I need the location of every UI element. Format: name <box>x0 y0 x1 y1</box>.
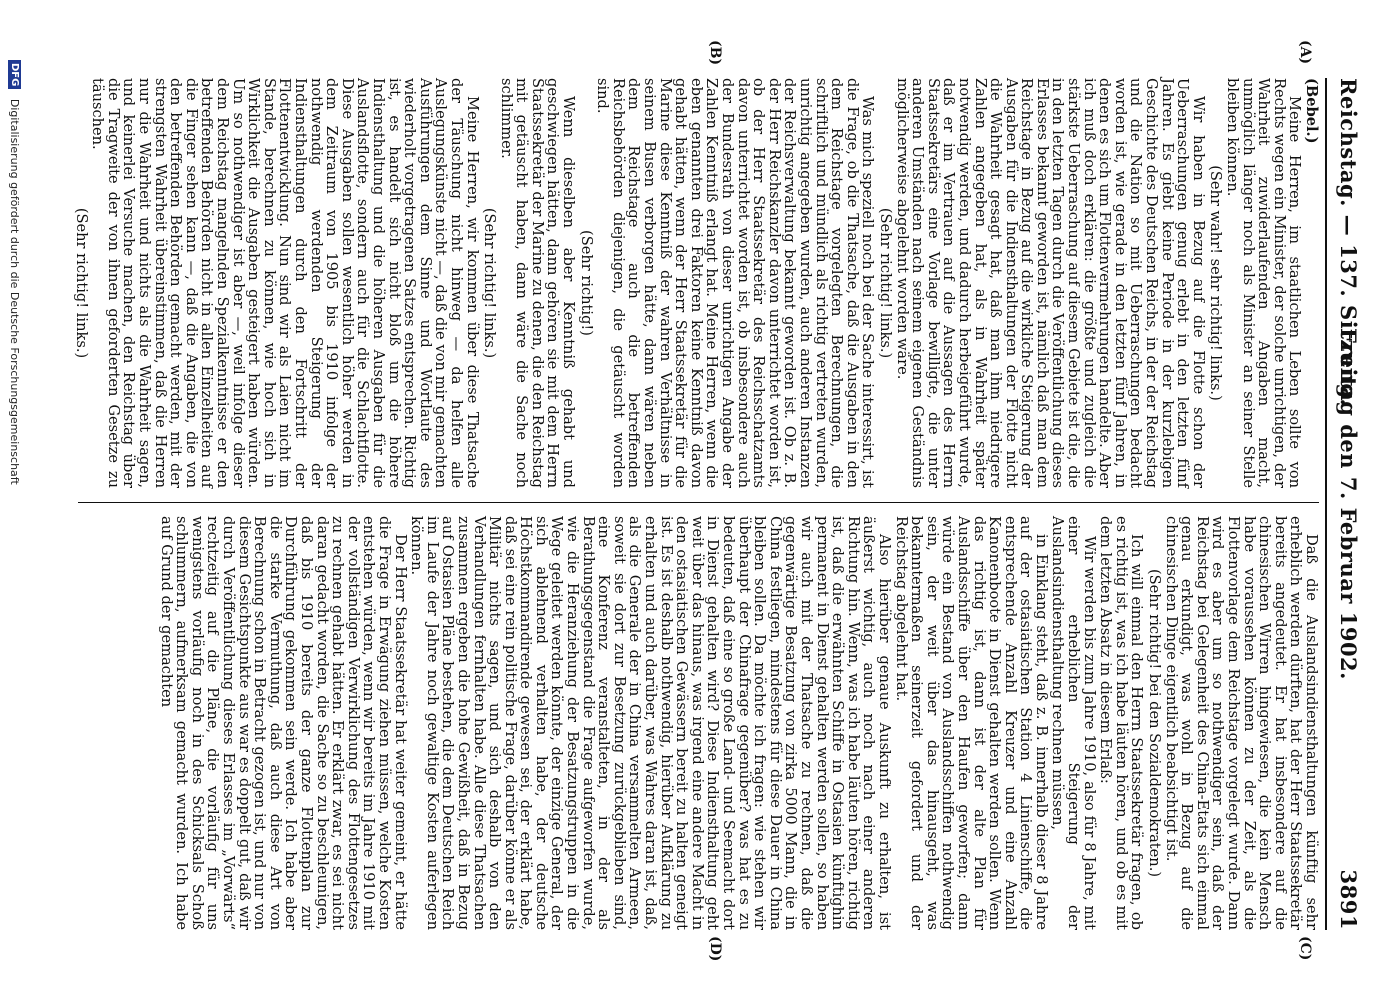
paragraph: Wir haben in Bezug auf die Flotte schon der Ueberraschungen genug erlebt in den letzten fünf Jahren. Es giebt keine Periode in der kurzlebigen Geschichte des Deutschen Reichs, in der der Reichstag und die Nation so mit Ueberraschungen bedacht worden ist, wie gerade in den letzten fünf Jahren, in denen es sich um Flottenvermehrungen handelte. Aber ich muß doch erklären: die größte und zugleich die stärkste Ueberraschung auf diesem Gebiete ist die, die in den letzten Tagen durch die Veröffentlichung dieses Erlasses bekannt geworden ist, nämlich daß man dem Reichstage in Bezug auf die wirkliche Steigerung der Ausgaben für die Indiensthaltungen der Flotte nicht die Wahrheit gesagt hat, daß man ihm niedrigere Zahlen angegeben hat, als in Wahrheit später notwendig werden, und dadurch herbeigeführt wurde, daß er im Vertrauen auf die Aussagen des Herrn Staatssekretärs eine Vorlage bewilligte, die unter anderen Umständen nach seinem eigenen Geständnis möglicherweise abgelehnt worden wäre. <box>893 78 1207 488</box>
digitization-credit <box>8 60 22 485</box>
paragraph: Der Herr Staatssekretär hat weiter gemeint, er hätte die Frage in Erwägung ziehen müssen, welche Kosten entstehen würden, wenn wir bereits im Jahre 1910 mit der vollständigen Verwirklichung des Flottengesetzes zu rechnen gehabt hätten. Er erklärt zwar, es sei nicht daran gedacht worden, die Sache so zu beschleunigen, daß bis 1910 bereits der ganze Flottenplan zur Durchführung gekommen sein werde. Ich habe aber die starke Vermuthung, daß auch diese Art von Berechnung schon in Betracht gezogen ist, und nur von diesem Gesichtspunkte aus war es doppelt gut, daß wir durch Veröffentlichung dieses Erlasses im „Vorwärts“ rechtzeitig auf die Pläne, die vorläufig für uns wenigstens vorläufig noch in des Schicksals Schoß schlummern, aufmerksam gemacht wurden. Ich habe auf Grund der gemachten <box>157 516 409 930</box>
quoted-text: Wir werden bis zum Jahre 1910, also für 8 Jahre, mit einer erheblichen Steigerung der Auslandsindiensthaltung rechnen müssen, <box>1049 516 1098 930</box>
paragraph: Daß die Auslandsindiensthaltungen künftig sehr erheblich werden dürften, hat der Herr Staatssekretär bereits angedeutet. Er hat insbesondere auf die chinesischen Wirren hingewiesen, die kein Mensch habe voraussehen können zu der Zeit, als die Flottenvorlage dem Reichstage vorgelegt wurde. Dann wird es aber um so nothwendiger sein, daß der Reichstag bei Gelegenheit des China-Etats sich einmal genau erkundigt, was wohl in Bezug auf die chinesischen Dinge eigentlich beabsichtigt ist. <box>1162 516 1320 930</box>
right-text-column <box>78 516 1319 930</box>
header-rule <box>1325 78 1327 930</box>
paragraph: Meine Herren, wir kommen über diese Thatsache der Täuschung nicht hinweg — da helfen alle Auslegungskünste nicht —, daß die von mir gemachten Ausführungen dem Sinne und Wortlaute des wiederholt vorgetragenen Satzes entsprechen. Richtig ist, es handelt sich nicht bloß um die höhere Indiensthaltung und die höheren Ausgaben für die Auslandsflotte, sondern auch für die Schlachtflotte. Diese Ausgaben sollen wesentlich höher werden in dem Zeitraum von 1905 bis 1910 infolge der nothwendig werdenden Steigerung der Indiensthaltungen durch den Fortschritt der Flottenentwicklung. Nun sind wir als Laien nicht im Stande, berechnen zu können, wie hoch sich in Wirklichkeit die Ausgaben gesteigert haben würden. Um so nothwendiger ist aber —, weil infolge dieser dem Reichstag mangelnden Spezialkenntnisse er den betreffenden Behörden nicht in allen Einzelheiten auf die Finger sehen kann —, daß die Angaben, die von den betreffenden Behörden gemacht werden, mit der strengsten Wahrheit übereinstimmen, daß die Herren nur die Wahrheit und nichts als die Wahrheit sagen, und keinerlei Versuche machen, den Reichstag über die Tragweite der von ihnen geforderten Gesetze zu täuschen. <box>89 78 481 488</box>
page-number: 3891 <box>1336 869 1361 930</box>
running-header <box>1331 78 1365 930</box>
margin-mark-a: (A) <box>1297 40 1313 65</box>
paragraph: Ich will einmal den Herrn Staatssekretär fragen, ob es richtig ist, was ich habe läuten hören, und ob es mit dem letzten Absatz in diesem Erlaß: <box>1097 516 1146 930</box>
margin-mark-b: (B) <box>707 40 723 66</box>
column-divider <box>78 502 1319 503</box>
interjection: (Sehr wahr! sehr richtig! links.) <box>1207 165 1225 401</box>
paragraph: Was mich speziell noch bei der Sache interessirt, ist die Frage, ob die Thatsache, daß die Ausgaben in den dem Reichstage vorgelegten Berechnungen, die schriftlich und mündlich als richtig vertreten wurden, unrichtig angegeben wurden, auch anderen Instanzen der Reichsverwaltung bekannt geworden ist. Ob z. B. der Herr Reichskanzler davon unterrichtet worden ist, ob der Herr Staatssekretär des Reichsschatzamts davon unterrichtet worden ist, ob insbesondere auch der Bundesrath von dieser unrichtigen Angabe der Zahlen Kenntniß erlangt hat. Meine Herren, wenn die eben genannten drei Faktoren keine Kenntniß davon gehabt hätten, wenn der Herr Staatssekretär für die Marine diese Kenntniß der wahren Verhältnisse in seinem Busen verborgen hätte, dann wären neben dem Reichstage auch die betreffenden Reichsbehörden diejenigen, die getäuscht worden sind. <box>594 78 877 488</box>
dfg-logo: DFG <box>8 60 21 89</box>
paragraph: Also hierüber genaue Auskunft zu erhalten, ist äußerst wichtig, auch noch nach einer anderen Richtung hin. Wenn, was ich habe läuten hören, richtig ist, daß die erwähnten Schiffe in Ostasien künftighin permanent in Dienst gehalten werden sollen, so haben wir auch mit der Thatsache zu rechnen, daß die gegenwärtige Besatzung von zirka 5000 Mann, die in China festliegen, mindestens für diese Dauer in China bleiben sollen. Da möchte ich fragen: wie stehen wir überhaupt der Chinafrage gegenüber? was hat es zu bedeuten, daß eine so große Land- und Seemacht dort in Dienst gehalten wird? Diese Indiensthaltung geht weit über das hinaus, was irgend eine andere Macht in den ostasiatischen Gewässern bereit zu halten geneigt ist. Es ist deshalb nothwendig, hierüber Aufklärung zu erhalten und auch darüber, was Wahres daran ist, daß, als die Generale der in China versammelten Armeen, soweit sie dort zur Besetzung zurückgeblieben sind, eine Konferenz veranstalteten, in der als Berathungsgegenstand die Frage aufgeworfen wurde, wie die Heranziehung der Besatzungstruppen in die Wege geleitet werden könnte, der einzige General, der sich ablehnend verhalten habe, der deutsche Höchstkommandirende gewesen sei, der erklärt habe, daß sei eine rein politische Frage, darüber könne er als Militär nichts sagen, und sich deshalb von den Verhandlungen fernhalten habe. Alle diese Thatsachen zusammen ergeben die hohe Gewißheit, daß in Bezug auf Ostasien Pläne bestehen, die dem Deutschen Reich im Laufe der Jahre noch gewaltige Kosten auferlegen können. <box>408 516 893 930</box>
paragraph: in Einklang steht, daß z. B. innerhalb dieser 8 Jahre auf der ostasiatischen Station 4 Linienschiffe, die entsprechende Anzahl Kreuzer und eine Anzahl Kanonenboote in Dienst gehalten werden sollen. Wenn das richtig ist, dann ist der alte Plan für Auslandsschiffe über den Haufen geworfen; dann würde ein Bestand von Auslandsschiffen nothwendig sein, der weit über das hinausgeht, was bekanntermaßen seinerzeit gefordert und der Reichstag abgelehnt hat. <box>892 516 1050 930</box>
header-date: Freitag den 7. Februar 1902. <box>1336 328 1361 680</box>
paragraph: Wenn dieselben aber Kenntniß gehabt und geschwiegen hätten, dann gehören sie mit dem Herrn Staatssekretär der Marine zu denen, die den Reichstag mit getäuscht haben, dann wäre die Sache noch schlimmer. <box>497 78 578 488</box>
paragraph: Meine Herren, im staatlichen Leben sollte von Rechts wegen ein Minister, der solche unrichtigen, der Wahrheit zuwiderlaufenden Angaben macht, unmöglich länger noch als Minister an seiner Stelle bleiben können. <box>1224 78 1304 488</box>
header-session: Reichstag. — 137. Sitzung. <box>1336 78 1361 407</box>
interjection: (Sehr richtig! links.) <box>72 207 90 359</box>
margin-mark-d: (D) <box>707 936 723 962</box>
interjection: (Sehr richtig! links.) <box>876 207 894 359</box>
margin-mark-c: (C) <box>1297 936 1313 961</box>
digitization-credit-text: Digitalisierung gefördert durch die Deutsche Forschungsgemeinschaft <box>8 98 22 485</box>
left-text-column <box>72 78 1320 488</box>
interjection: (Sehr richtig!) <box>577 230 595 336</box>
interjection: (Sehr richtig! bei den Sozialdemokraten.) <box>1146 568 1164 878</box>
speaker-name: (Bebel.) <box>1303 78 1320 144</box>
interjection: (Sehr richtig! links.) <box>481 207 499 359</box>
